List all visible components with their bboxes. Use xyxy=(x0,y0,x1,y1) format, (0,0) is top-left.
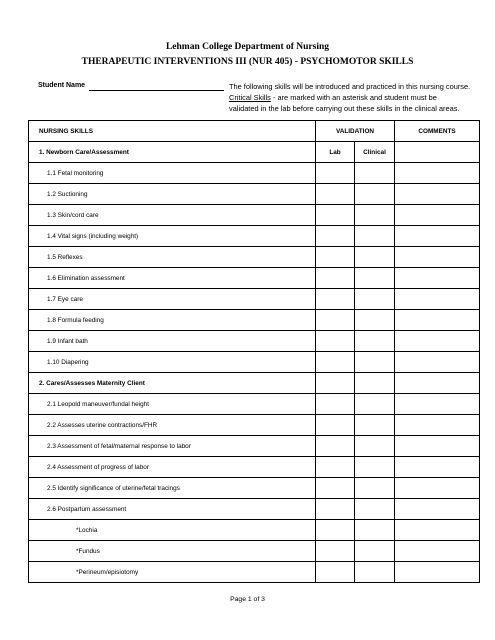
lab-cell[interactable] xyxy=(316,163,355,184)
intro-line-1: The following skills will be introduced and practiced in this nursing course. xyxy=(229,82,471,91)
section-row xyxy=(29,373,480,394)
comments-cell[interactable] xyxy=(395,352,480,373)
lab-cell[interactable] xyxy=(316,289,355,310)
clinical-cell[interactable] xyxy=(355,247,395,268)
comments-cell[interactable] xyxy=(395,394,480,415)
comments-cell[interactable] xyxy=(395,457,480,478)
lab-cell[interactable] xyxy=(316,205,355,226)
lab-cell[interactable] xyxy=(316,436,355,457)
comments-cell[interactable] xyxy=(395,562,480,583)
comments-cell[interactable] xyxy=(395,436,480,457)
lab-cell[interactable] xyxy=(316,226,355,247)
clinical-cell[interactable] xyxy=(355,226,395,247)
skill-cell: 1.2 Suctioning xyxy=(29,184,316,205)
skills-table xyxy=(28,120,480,583)
comments-cell[interactable] xyxy=(395,373,480,394)
clinical-cell[interactable] xyxy=(355,562,395,583)
skill-cell: 1.8 Formula feeding xyxy=(29,310,316,331)
lab-cell[interactable] xyxy=(316,499,355,520)
section-row xyxy=(29,142,480,163)
table-row xyxy=(29,205,480,226)
comments-cell[interactable] xyxy=(395,226,480,247)
table-row xyxy=(29,331,480,352)
table-row xyxy=(29,184,480,205)
clinical-cell[interactable] xyxy=(355,415,395,436)
table-row xyxy=(29,352,480,373)
sub-header-clinical: Clinical xyxy=(355,142,395,163)
page-number: Page 1 of 3 xyxy=(230,596,265,603)
lab-cell[interactable] xyxy=(316,352,355,373)
comments-cell[interactable] xyxy=(395,184,480,205)
table-row xyxy=(29,226,480,247)
lab-cell[interactable] xyxy=(316,520,355,541)
skill-cell: 1.9 Infant bath xyxy=(29,331,316,352)
clinical-cell[interactable] xyxy=(355,478,395,499)
col-header-validation: VALIDATION xyxy=(316,121,395,142)
comments-cell[interactable] xyxy=(395,268,480,289)
clinical-cell[interactable] xyxy=(355,184,395,205)
skill-cell: 2.5 Identify significance of uterine/fetal tracings xyxy=(29,478,316,499)
table-row xyxy=(29,415,480,436)
clinical-cell[interactable] xyxy=(355,331,395,352)
skill-cell: 2.1 Leopold maneuver/fundal height xyxy=(29,394,316,415)
table-row xyxy=(29,310,480,331)
clinical-cell[interactable] xyxy=(355,310,395,331)
clinical-cell[interactable] xyxy=(355,541,395,562)
skill-cell: 1.7 Eye care xyxy=(29,289,316,310)
document-title: Lehman College Department of Nursing xyxy=(165,42,330,52)
section-title-newborn: 1. Newborn Care/Assessment xyxy=(29,142,316,163)
clinical-cell[interactable] xyxy=(355,289,395,310)
lab-cell[interactable] xyxy=(316,331,355,352)
comments-cell[interactable] xyxy=(395,289,480,310)
lab-cell[interactable] xyxy=(316,247,355,268)
skill-cell: 1.10 Diapering xyxy=(29,352,316,373)
lab-cell[interactable] xyxy=(316,478,355,499)
comments-cell[interactable] xyxy=(395,142,480,163)
lab-cell[interactable] xyxy=(316,541,355,562)
lab-cell[interactable] xyxy=(316,373,355,394)
skill-cell: 2.3 Assessment of fetal/maternal response to labor xyxy=(29,436,316,457)
col-header-skills: NURSING SKILLS xyxy=(29,121,316,142)
comments-cell[interactable] xyxy=(395,310,480,331)
student-name-label: Student Name xyxy=(38,82,86,89)
skill-cell: 1.3 Skin/cord care xyxy=(29,205,316,226)
table-row xyxy=(29,499,480,520)
skill-cell: *Lochia xyxy=(29,520,316,541)
lab-cell[interactable] xyxy=(316,457,355,478)
clinical-cell[interactable] xyxy=(355,520,395,541)
col-header-comments: COMMENTS xyxy=(395,121,480,142)
table-row xyxy=(29,478,480,499)
section-title-maternity: 2. Cares/Assesses Maternity Client xyxy=(29,373,316,394)
comments-cell[interactable] xyxy=(395,247,480,268)
skill-cell: 2.4 Assessment of progress of labor xyxy=(29,457,316,478)
intro-line-2-rest: - are marked with an asterisk and student must be xyxy=(270,93,437,102)
intro-text xyxy=(229,81,489,114)
critical-skills-label: Critical Skills xyxy=(229,93,271,102)
skill-cell: *Perineum/episiotomy xyxy=(29,562,316,583)
clinical-cell[interactable] xyxy=(355,352,395,373)
comments-cell[interactable] xyxy=(395,331,480,352)
lab-cell[interactable] xyxy=(316,394,355,415)
lab-cell[interactable] xyxy=(316,415,355,436)
table-header-row xyxy=(29,121,480,142)
skill-cell: 2.2 Assesses uterine contractions/FHR xyxy=(29,415,316,436)
intro-line-3: validated in the lab before carrying out these skills in the clinical areas. xyxy=(229,104,460,113)
table-row xyxy=(29,457,480,478)
comments-cell[interactable] xyxy=(395,205,480,226)
sub-header-lab: Lab xyxy=(316,142,355,163)
table-row xyxy=(29,520,480,541)
clinical-cell[interactable] xyxy=(355,499,395,520)
clinical-cell[interactable] xyxy=(355,436,395,457)
clinical-cell[interactable] xyxy=(355,163,395,184)
table-row xyxy=(29,394,480,415)
clinical-cell[interactable] xyxy=(355,457,395,478)
clinical-cell[interactable] xyxy=(355,394,395,415)
skill-cell: 2.6 Postpartum assessment xyxy=(29,499,316,520)
comments-cell[interactable] xyxy=(395,415,480,436)
lab-cell[interactable] xyxy=(316,310,355,331)
comments-cell[interactable] xyxy=(395,520,480,541)
student-name-field[interactable] xyxy=(89,90,224,91)
skill-cell: 1.5 Reflexes xyxy=(29,247,316,268)
skill-cell: *Fundus xyxy=(29,541,316,562)
skill-cell: 1.4 Vital signs (including weight) xyxy=(29,226,316,247)
table-row xyxy=(29,541,480,562)
skill-cell: 1.1 Fetal monitoring xyxy=(29,163,316,184)
table-row xyxy=(29,268,480,289)
table-row xyxy=(29,562,480,583)
clinical-cell[interactable] xyxy=(355,205,395,226)
table-row xyxy=(29,289,480,310)
document-subtitle: THERAPEUTIC INTERVENTIONS III (NUR 405) - PSYCHOMOTOR SKILLS xyxy=(81,57,414,67)
table-row xyxy=(29,247,480,268)
clinical-cell[interactable] xyxy=(355,268,395,289)
clinical-cell[interactable] xyxy=(355,373,395,394)
comments-cell[interactable] xyxy=(395,499,480,520)
lab-cell[interactable] xyxy=(316,268,355,289)
lab-cell[interactable] xyxy=(316,562,355,583)
comments-cell[interactable] xyxy=(395,541,480,562)
table-row xyxy=(29,163,480,184)
skill-cell: 1.6 Elimination assessment xyxy=(29,268,316,289)
intro-line-2 xyxy=(229,92,489,103)
lab-cell[interactable] xyxy=(316,184,355,205)
comments-cell[interactable] xyxy=(395,163,480,184)
table-row xyxy=(29,436,480,457)
comments-cell[interactable] xyxy=(395,478,480,499)
